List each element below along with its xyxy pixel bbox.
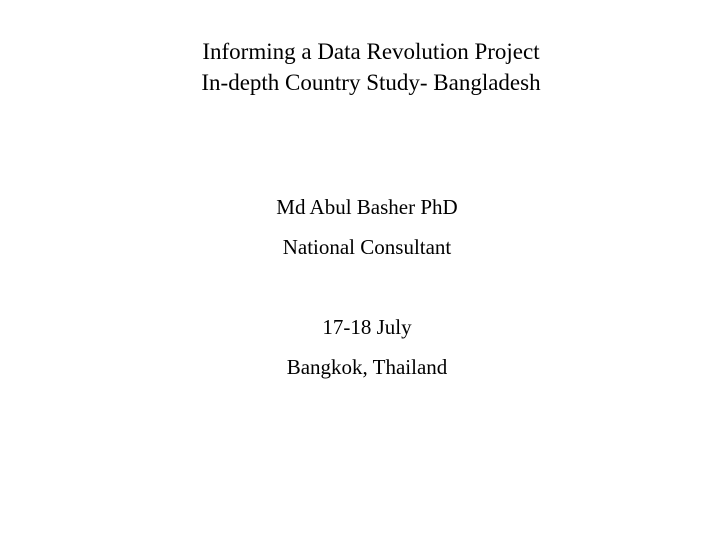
event-dates: 17-18 July (322, 315, 412, 339)
title-line-study: In-depth Country Study- Bangladesh (201, 70, 541, 95)
presenter-role: National Consultant (282, 235, 452, 259)
presenter-name: Md Abul Basher PhD (276, 195, 458, 219)
event-location: Bangkok, Thailand (286, 355, 448, 379)
title-line-project: Informing a Data Revolution Project (202, 39, 540, 64)
